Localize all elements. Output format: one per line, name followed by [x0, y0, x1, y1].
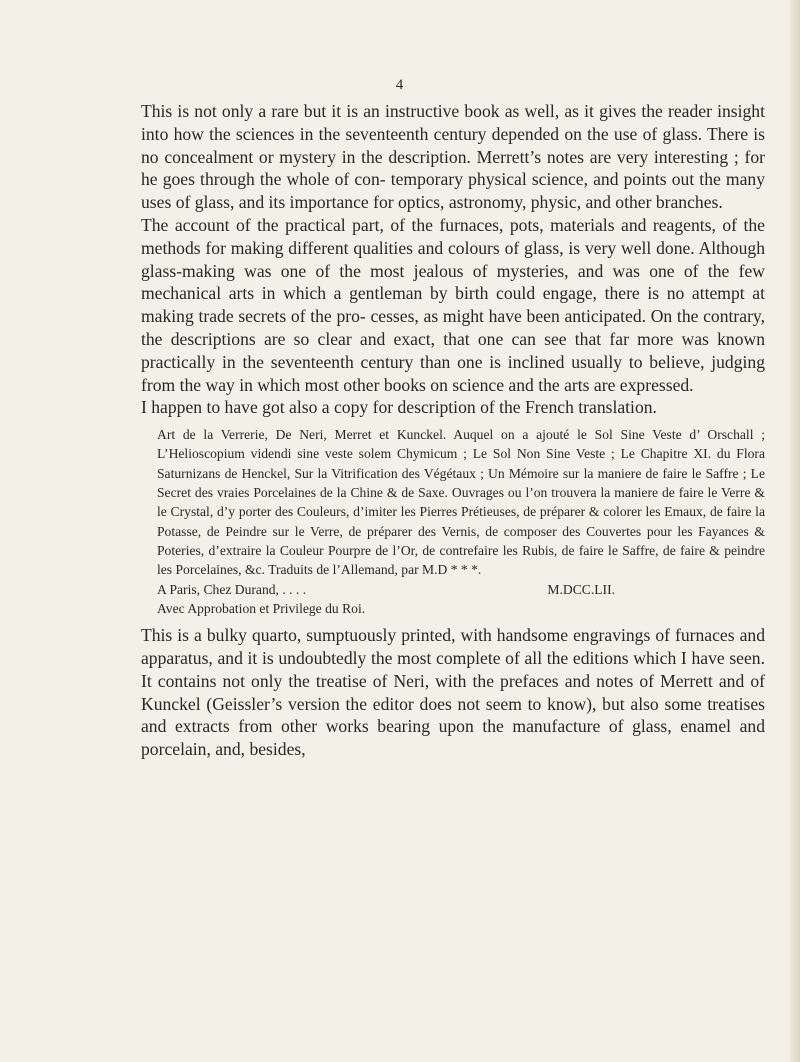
- page-edge: [790, 0, 800, 1062]
- page-number: 4: [395, 77, 405, 93]
- imprint-date: M.DCC.LII.: [547, 581, 615, 597]
- paragraph-2: The account of the practical part, of the furnaces, pots, materials and reagents, of the methods for making different qualities and colours of glass, is very well done. Although glass-making was one of the most jealous of mysteries, and was one of the few mechanical arts in which a gentleman by birth could engage, there is no attempt at making trade secrets of the pro- cesses, as might have been anticipated. On the contrary, the descriptions are so clear and exact, that one can see that far more was known practically in the seventeenth century than one is inclined usually to believe, judging from the way in which most other books on science and the arts are expressed.: [141, 214, 765, 395]
- body-text: [141, 100, 765, 761]
- approbation-line: Avec Approbation et Privilege du Roi.: [157, 600, 366, 616]
- title-quotation: [141, 425, 765, 618]
- closing-paragraph: This is a bulky quarto, sumptuously printed, with handsome engravings of furnaces and apparatus, and it is undoubtedly the most complete of all the editions which I have seen. It contains not only the treatise of Neri, with the prefaces and notes of Merrett and of Kunckel (Geissler’s version the editor does not seem to know), but also some treatises and extracts from other works bearing upon the manufacture of glass, enamel and porcelain, and, besides,: [141, 625, 765, 760]
- paragraph-3: I happen to have got also a copy for description of the French translation.: [141, 397, 657, 418]
- imprint-place: A Paris, Chez Durand, . . . .: [157, 581, 307, 597]
- paragraph-1: This is not only a rare but it is an instructive book as well, as it gives the reader insight into how the sciences in the seventeenth century depended on the use of glass. There is no concealment or mystery in the description. Merrett’s notes are very interesting ; for he goes through the whole of con- temporary physical science, and points out the many uses of glass, and its importance for optics, astronomy, physic, and other branches.: [141, 101, 765, 213]
- imprint-line: [157, 580, 765, 599]
- title-quotation-text: Art de la Verrerie, De Neri, Merret et Kunckel. Auquel on a ajouté le Sol Sine Veste d’ Orschall ; L’Helioscopium videndi sine veste solem Chymicum ; Le Sol Non Sine Veste ; Le Chapitre XI. du Flora Saturnizans de Henckel, Sur la Vitrification des Végétaux ; Un Mémoire sur la maniere de faire le Saffre ; Le Secret des vraies Porcelaines de la Chine & de Saxe. Ouvrages ou l’on trouvera la maniere de faire le Verre & le Crystal, d’y porter des Couleurs, d’imiter les Pierres Prétieuses, de préparer & colorer les Emaux, de faire la Potasse, de Peindre sur le Verre, de préparer des Vernis, de composer des Couvertes pour les Fayances & Poteries, d’extraire la Couleur Pourpre de l’Or, de contrefaire les Rubis, de faire le Saffre, de faire & peindre les Porcelaines, &c. Traduits de l’Allemand, par M.D * * *.: [157, 427, 765, 578]
